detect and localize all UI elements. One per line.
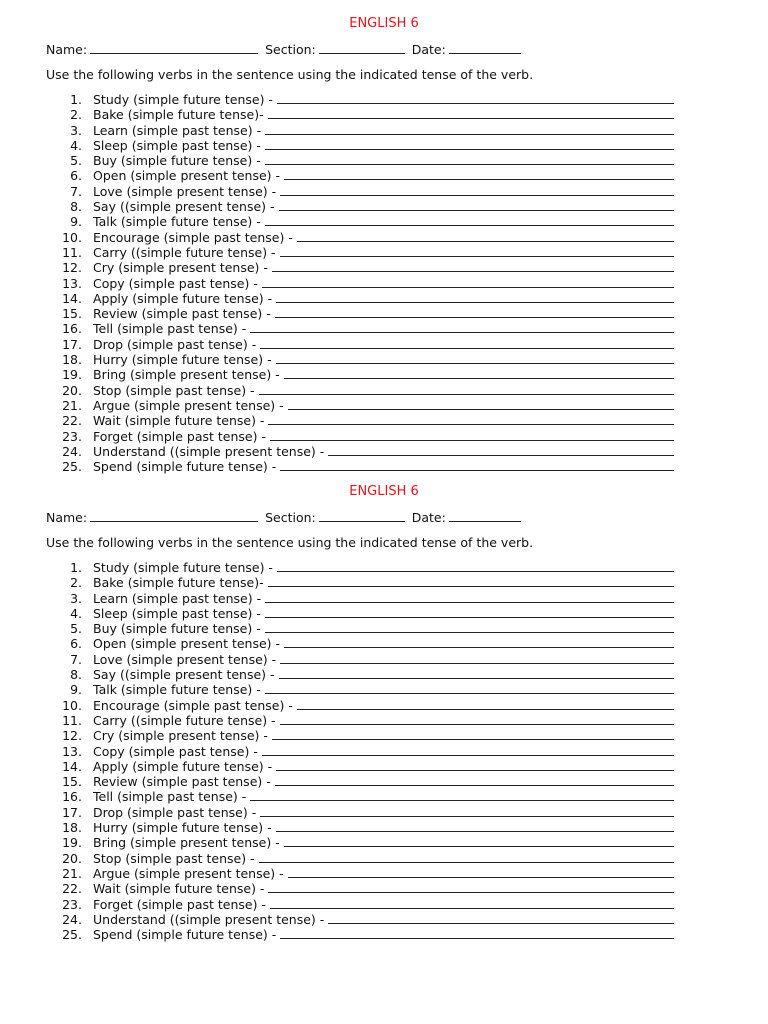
item-number: 10. (62, 697, 82, 713)
item-text: Say ((simple present tense) - (93, 667, 275, 683)
item-number: 18. (62, 820, 82, 836)
item-number: 6. (70, 168, 82, 184)
answer-line[interactable] (265, 606, 674, 618)
item-number: 16. (62, 789, 82, 805)
item-number: 11. (62, 712, 82, 728)
item-text: Review (simple past tense) - (93, 774, 271, 790)
item-number: 20. (62, 382, 82, 398)
item-text: Apply (simple future tense) - (93, 758, 273, 774)
item-text: Forget (simple past tense) - (93, 896, 266, 912)
item-prompt (93, 912, 674, 927)
item-prompt (93, 214, 674, 229)
answer-line[interactable] (265, 682, 674, 694)
answer-line[interactable] (280, 245, 674, 257)
answer-line[interactable] (260, 805, 674, 817)
answer-line[interactable] (275, 306, 674, 318)
answer-line[interactable] (276, 759, 674, 771)
item-prompt (93, 199, 674, 214)
item-prompt (93, 652, 674, 667)
item-prompt (93, 184, 674, 199)
date-blank[interactable] (449, 509, 521, 522)
item-text: Spend (simple future tense) - (93, 459, 277, 475)
item-number: 14. (62, 758, 82, 774)
item-number: 7. (70, 183, 82, 199)
item-text: Bake (simple future tense)- (93, 575, 264, 591)
item-prompt (93, 123, 674, 138)
item-number: 15. (62, 774, 82, 790)
item-prompt (93, 276, 674, 291)
item-prompt (93, 636, 674, 651)
answer-line[interactable] (268, 107, 674, 119)
item-number: 25. (62, 927, 82, 943)
item-prompt (93, 230, 674, 245)
instructions: Use the following verbs in the sentence using the indicated tense of the verb. (46, 535, 534, 550)
item-number: 17. (62, 804, 82, 820)
item-text: Say ((simple present tense) - (93, 199, 275, 215)
answer-line[interactable] (328, 912, 674, 924)
item-number: 5. (70, 621, 82, 637)
item-text: Drop (simple past tense) - (93, 804, 257, 820)
item-prompt (93, 789, 674, 804)
item-text: Argue (simple present tense) - (93, 397, 284, 413)
item-number: 15. (62, 306, 82, 322)
item-text: Encourage (simple past tense) - (93, 229, 293, 245)
item-prompt (93, 337, 674, 352)
item-number: 14. (62, 290, 82, 306)
item-number: 24. (62, 443, 82, 459)
item-text: Forget (simple past tense) - (93, 428, 266, 444)
item-text: Tell (simple past tense) - (93, 789, 247, 805)
item-text: Stop (simple past tense) - (93, 850, 255, 866)
item-prompt (93, 774, 674, 789)
item-prompt (93, 383, 674, 398)
item-text: Bring (simple present tense) - (93, 835, 280, 851)
section-label: Section: (265, 42, 316, 57)
item-number: 13. (62, 275, 82, 291)
item-number: 2. (70, 107, 82, 123)
item-prompt (93, 606, 674, 621)
item-number: 24. (62, 911, 82, 927)
item-number: 23. (62, 896, 82, 912)
item-number: 3. (70, 590, 82, 606)
item-prompt (93, 153, 674, 168)
item-text: Argue (simple present tense) - (93, 865, 284, 881)
item-number: 9. (70, 682, 82, 698)
item-prompt (93, 367, 674, 382)
item-prompt (93, 820, 674, 835)
answer-line[interactable] (284, 835, 674, 847)
item-prompt (93, 245, 674, 260)
item-text: Understand ((simple present tense) - (93, 443, 325, 459)
item-number: 1. (70, 92, 82, 107)
item-number: 8. (70, 199, 82, 215)
item-number: 4. (70, 137, 82, 153)
answer-line[interactable] (268, 575, 674, 587)
answer-line[interactable] (259, 383, 674, 395)
item-number: 22. (62, 881, 82, 897)
answer-line[interactable] (250, 321, 674, 333)
item-number: 20. (62, 850, 82, 866)
item-text: Stop (simple past tense) - (93, 382, 255, 398)
answer-line[interactable] (270, 429, 674, 441)
worksheet-bottom (0, 484, 768, 943)
answer-line[interactable] (268, 413, 674, 425)
item-prompt (93, 927, 674, 942)
item-text: Hurry (simple future tense) - (93, 820, 272, 836)
item-prompt (93, 444, 674, 459)
item-text: Bake (simple future tense)- (93, 107, 264, 123)
name-blank[interactable] (90, 41, 258, 54)
item-number: 1. (70, 560, 82, 575)
answer-line[interactable] (265, 138, 674, 150)
date-label: Date: (411, 42, 446, 57)
answer-line[interactable] (268, 881, 674, 893)
item-text: Love (simple present tense) - (93, 183, 277, 199)
item-number: 6. (70, 636, 82, 652)
answer-line[interactable] (276, 291, 674, 303)
item-prompt (93, 260, 674, 275)
item-prompt (93, 321, 674, 336)
item-number: 12. (62, 728, 82, 744)
item-prompt (93, 107, 674, 122)
item-text: Cry (simple present tense) - (93, 260, 268, 276)
item-prompt (93, 713, 674, 728)
item-text: Cry (simple present tense) - (93, 728, 268, 744)
item-prompt (93, 744, 674, 759)
section-blank[interactable] (319, 41, 405, 54)
item-number: 3. (70, 122, 82, 138)
section-label: Section: (265, 510, 316, 525)
item-number: 4. (70, 605, 82, 621)
answer-line[interactable] (259, 851, 674, 863)
student-info-row (46, 509, 524, 526)
item-text: Drop (simple past tense) - (93, 336, 257, 352)
item-text: Review (simple past tense) - (93, 306, 271, 322)
item-prompt (93, 459, 674, 474)
item-text: Learn (simple past tense) - (93, 590, 262, 606)
item-prompt (93, 728, 674, 743)
answer-line[interactable] (262, 744, 674, 756)
item-number: 19. (62, 835, 82, 851)
item-text: Buy (simple future tense) - (93, 621, 261, 637)
item-number: 11. (62, 244, 82, 260)
item-number: 19. (62, 367, 82, 383)
item-text: Open (simple present tense) - (93, 168, 281, 184)
answer-line[interactable] (265, 591, 674, 603)
name-label: Name: (46, 510, 88, 525)
answer-line[interactable] (276, 352, 674, 364)
answer-line[interactable] (265, 123, 674, 135)
item-text: Study (simple future tense) - (93, 560, 273, 575)
item-text: Open (simple present tense) - (93, 636, 281, 652)
answer-line[interactable] (279, 667, 674, 679)
item-prompt (93, 591, 674, 606)
item-prompt (93, 560, 674, 575)
item-number: 10. (62, 229, 82, 245)
item-text: Wait (simple future tense) - (93, 413, 265, 429)
item-prompt (93, 881, 674, 896)
answer-line[interactable] (284, 367, 674, 379)
answer-line[interactable] (277, 92, 674, 104)
item-text: Love (simple present tense) - (93, 651, 277, 667)
date-blank[interactable] (449, 41, 521, 54)
item-number: 9. (70, 214, 82, 230)
item-prompt (93, 168, 674, 183)
item-text: Carry ((simple future tense) - (93, 244, 276, 260)
item-prompt (93, 398, 674, 413)
date-label: Date: (411, 510, 446, 525)
item-number: 13. (62, 743, 82, 759)
worksheet-title: ENGLISH 6 (349, 16, 419, 31)
item-number: 23. (62, 428, 82, 444)
item-number: 12. (62, 260, 82, 276)
answer-line[interactable] (272, 260, 674, 272)
item-prompt (93, 413, 674, 428)
item-text: Tell (simple past tense) - (93, 321, 247, 337)
item-number: 5. (70, 153, 82, 169)
answer-line[interactable] (328, 444, 674, 456)
item-prompt (93, 866, 674, 881)
item-number: 8. (70, 667, 82, 683)
item-text: Bring (simple present tense) - (93, 367, 280, 383)
answer-line[interactable] (265, 621, 674, 633)
answer-line[interactable] (280, 184, 674, 196)
item-number: 21. (62, 865, 82, 881)
item-number: 2. (70, 575, 82, 591)
instructions: Use the following verbs in the sentence using the indicated tense of the verb. (46, 67, 534, 82)
item-text: Learn (simple past tense) - (93, 122, 262, 138)
item-text: Wait (simple future tense) - (93, 881, 265, 897)
answer-line[interactable] (284, 636, 674, 648)
name-blank[interactable] (90, 509, 258, 522)
item-prompt (93, 621, 674, 636)
item-number: 22. (62, 413, 82, 429)
answer-line[interactable] (288, 866, 674, 878)
answer-line[interactable] (279, 199, 674, 211)
item-text: Apply (simple future tense) - (93, 290, 273, 306)
item-number: 21. (62, 397, 82, 413)
answer-line[interactable] (272, 728, 674, 740)
answer-line[interactable] (280, 652, 674, 664)
answer-line[interactable] (265, 153, 674, 165)
student-info-row (46, 41, 524, 58)
answer-line[interactable] (297, 230, 674, 242)
worksheet-top (0, 16, 768, 475)
answer-line[interactable] (270, 897, 674, 909)
answer-line[interactable] (280, 713, 674, 725)
item-text: Copy (simple past tense) - (93, 743, 258, 759)
item-prompt (93, 667, 674, 682)
item-text: Sleep (simple past tense) - (93, 605, 261, 621)
answer-line[interactable] (297, 698, 674, 710)
item-text: Copy (simple past tense) - (93, 275, 258, 291)
answer-line[interactable] (288, 398, 674, 410)
worksheet-title: ENGLISH 6 (349, 484, 419, 499)
item-text: Talk (simple future tense) - (93, 682, 261, 698)
item-text: Talk (simple future tense) - (93, 214, 261, 230)
item-prompt (93, 759, 674, 774)
item-number: 17. (62, 336, 82, 352)
answer-line[interactable] (260, 337, 674, 349)
item-prompt (93, 897, 674, 912)
item-prompt (93, 306, 674, 321)
item-prompt (93, 851, 674, 866)
item-prompt (93, 575, 674, 590)
item-prompt (93, 92, 674, 107)
item-number: 25. (62, 459, 82, 475)
item-prompt (93, 835, 674, 850)
answer-line[interactable] (280, 927, 674, 939)
item-text: Understand ((simple present tense) - (93, 911, 325, 927)
answer-line[interactable] (275, 774, 674, 786)
item-text: Spend (simple future tense) - (93, 927, 277, 943)
item-prompt (93, 805, 674, 820)
answer-line[interactable] (262, 276, 674, 288)
item-number: 7. (70, 651, 82, 667)
item-prompt (93, 138, 674, 153)
item-text: Buy (simple future tense) - (93, 153, 261, 169)
answer-line[interactable] (280, 459, 674, 471)
answer-line[interactable] (276, 820, 674, 832)
item-number: 16. (62, 321, 82, 337)
item-number: 18. (62, 352, 82, 368)
item-text: Hurry (simple future tense) - (93, 352, 272, 368)
item-prompt (93, 352, 674, 367)
item-prompt (93, 291, 674, 306)
answer-line[interactable] (277, 560, 674, 572)
item-prompt (93, 429, 674, 444)
answer-line[interactable] (250, 789, 674, 801)
item-text: Sleep (simple past tense) - (93, 137, 261, 153)
item-text: Encourage (simple past tense) - (93, 697, 293, 713)
item-text: Carry ((simple future tense) - (93, 712, 276, 728)
section-blank[interactable] (319, 509, 405, 522)
item-prompt (93, 682, 674, 697)
item-prompt (93, 698, 674, 713)
item-text: Study (simple future tense) - (93, 92, 273, 107)
answer-line[interactable] (265, 214, 674, 226)
answer-line[interactable] (284, 168, 674, 180)
name-label: Name: (46, 42, 88, 57)
